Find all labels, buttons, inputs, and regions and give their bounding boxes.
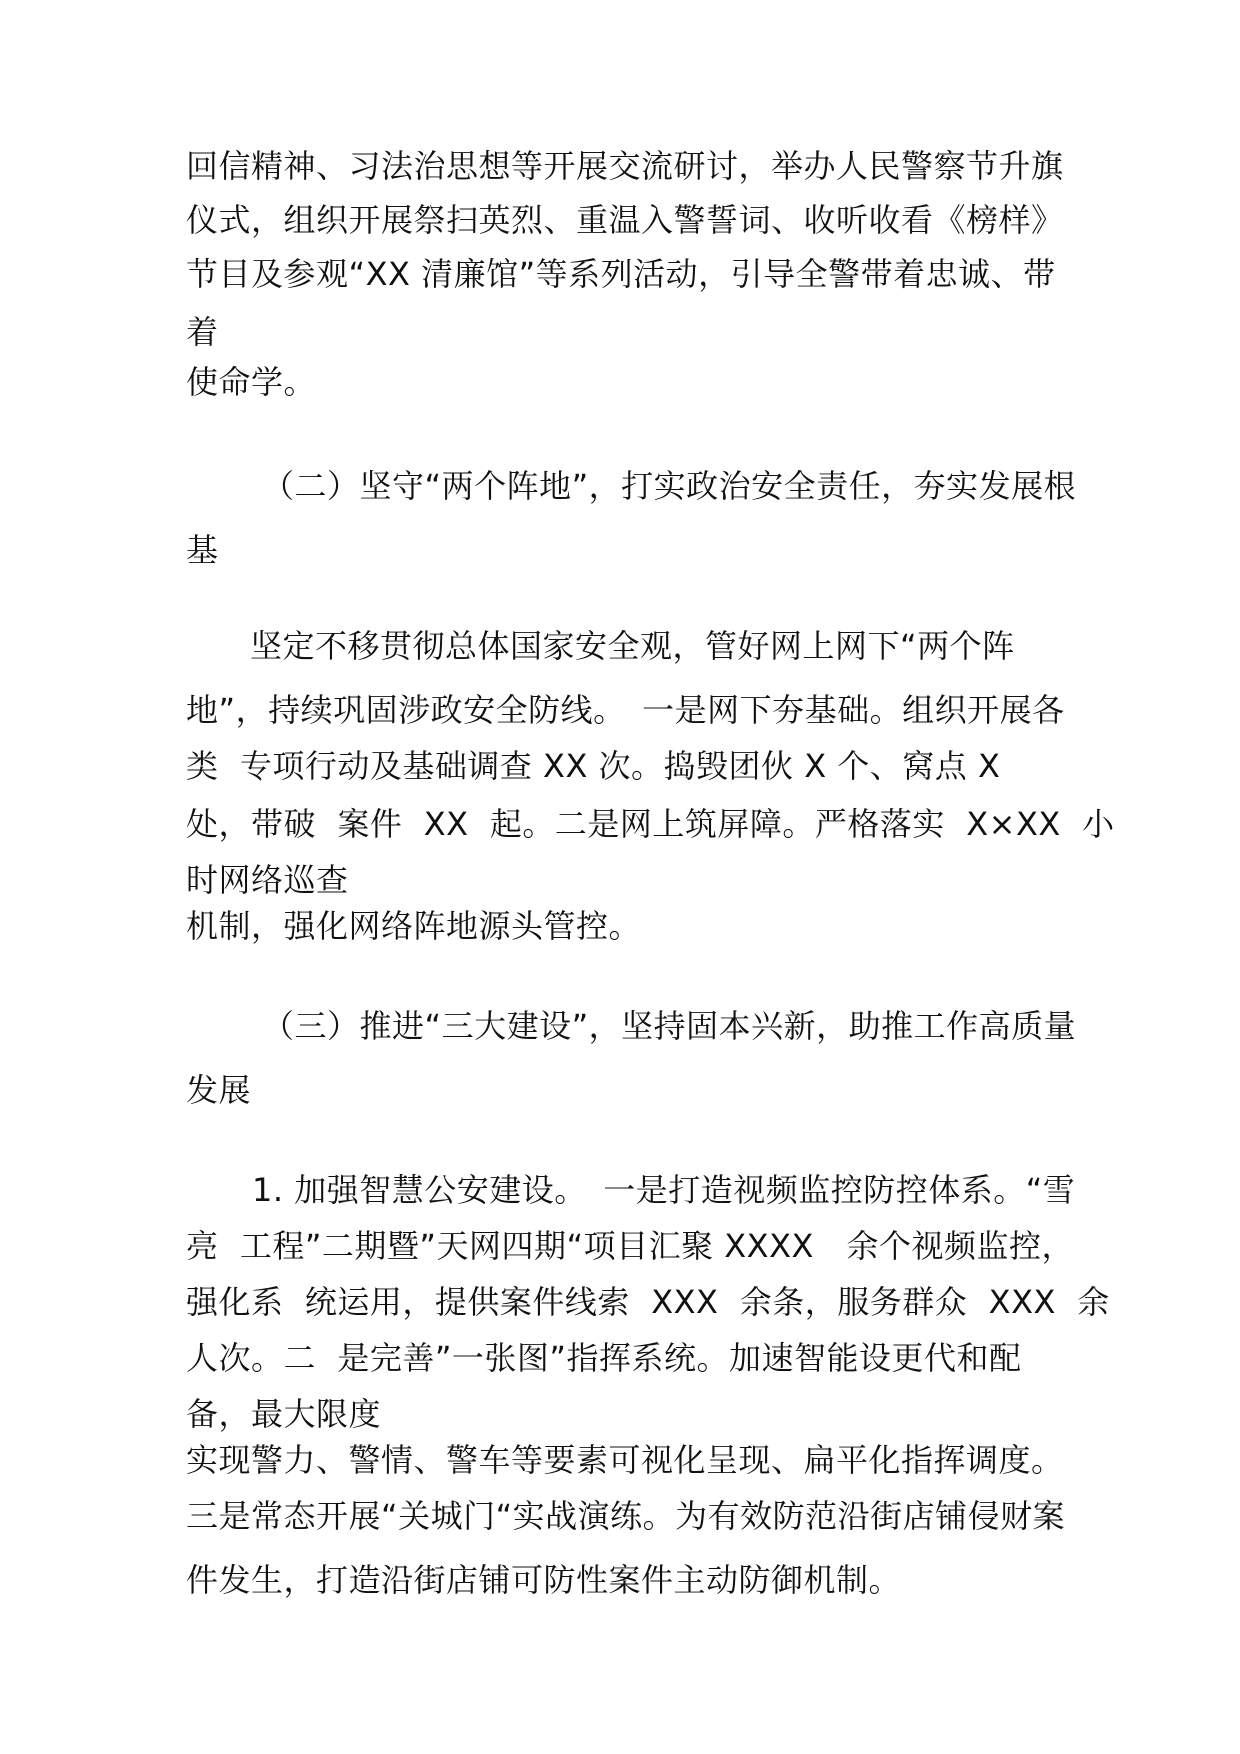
- body-line: 强化系 统运用，提供案件线索 XXX 余条，服务群众 XXX 余: [186, 1283, 1110, 1321]
- body-line: 1. 加强智慧公安建设。 一是打造视频监控防控体系。“雪: [252, 1171, 1076, 1209]
- section-heading: （三）推进“三大建设”，坚持固本兴新，助推工作高质量: [262, 1007, 1077, 1045]
- body-line: 坚定不移贯彻总体国家安全观，管好网上网下“两个阵: [250, 627, 1015, 665]
- body-line: 仪式，组织开展祭扫英烈、重温入警誓词、收听收看《榜样》: [186, 201, 1064, 239]
- body-line: 着: [186, 313, 219, 351]
- section-heading-continued: 基: [186, 531, 219, 569]
- body-line: 回信精神、习法治思想等开展交流研讨，举办人民警察节升旗: [186, 147, 1064, 185]
- body-line: 备，最大限度: [186, 1395, 382, 1433]
- body-line: 机制，强化网络阵地源头管控。: [186, 907, 642, 945]
- body-line: 处，带破 案件 XX 起。二是网上筑屏障。严格落实 X×XX 小: [186, 805, 1115, 843]
- body-line: 类 专项行动及基础调查 XX 次。捣毁团伙 X 个、窝点 X: [186, 747, 1001, 785]
- body-line: 节目及参观“XX 清廉馆”等系列活动，引导全警带着忠诚、带: [186, 255, 1056, 293]
- body-line: 人次。二 是完善”一张图”指挥系统。加速智能设更代和配: [186, 1339, 1022, 1377]
- body-line: 地”，持续巩固涉政安全防线。 一是网下夯基础。组织开展各: [186, 691, 1065, 729]
- body-line: 实现警力、警情、警车等要素可视化呈现、扁平化指挥调度。: [186, 1441, 1064, 1479]
- body-line: 亮 工程”二期暨”天网四期“项目汇聚 XXXX 余个视频监控，: [186, 1227, 1074, 1265]
- section-heading-continued: 发展: [186, 1071, 252, 1109]
- body-line: 时网络巡查: [186, 861, 349, 899]
- body-line: 三是常态开展“关城门“实战演练。为有效防范沿街店铺侵财案: [186, 1497, 1066, 1535]
- body-line: 件发生，打造沿街店铺可防性案件主动防御机制。: [186, 1561, 902, 1599]
- section-heading: （二）坚守“两个阵地”，打实政治安全责任，夯实发展根: [262, 467, 1077, 505]
- body-line: 使命学。: [186, 363, 317, 401]
